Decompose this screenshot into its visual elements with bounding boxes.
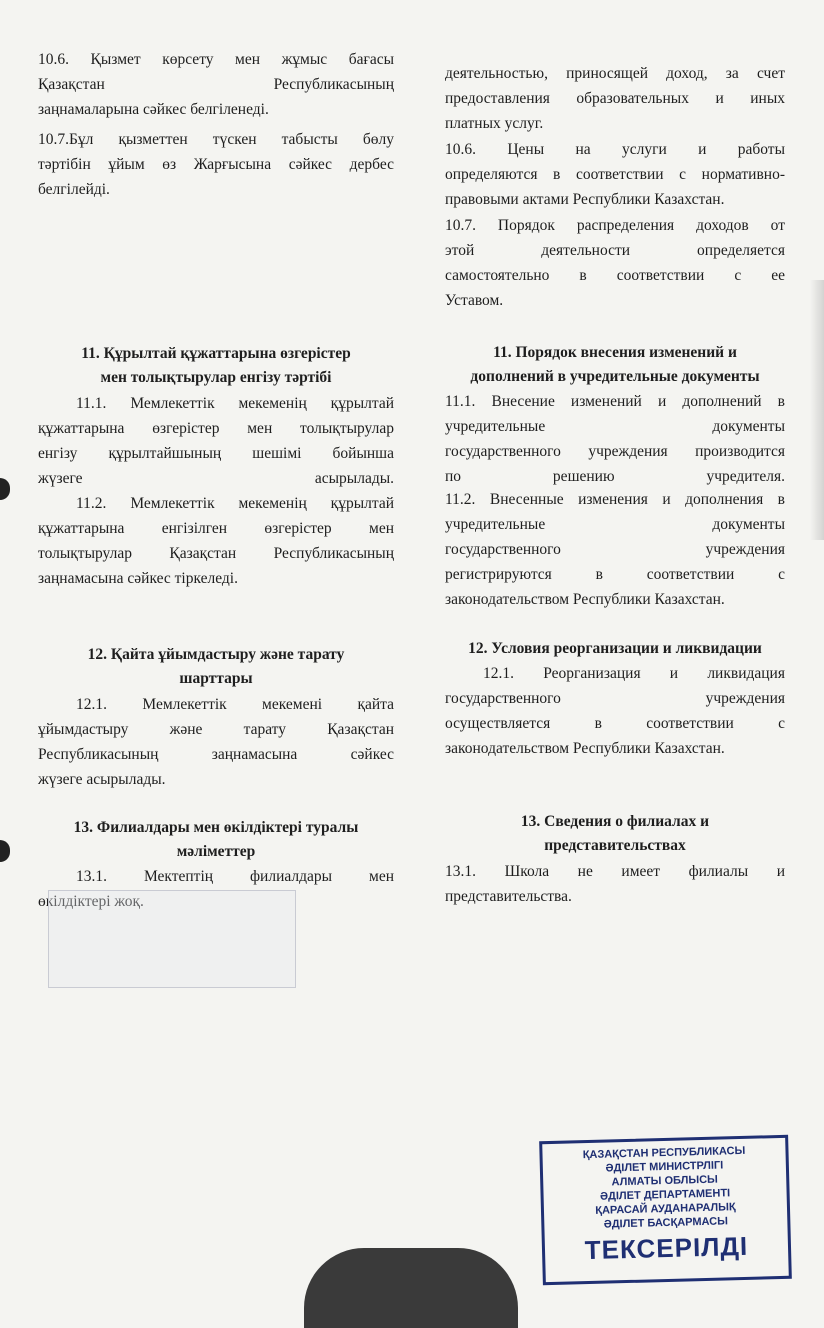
text-line: белгілейді. [38, 181, 110, 198]
text-line: ұйымдастыру және тарату Қазақстан [38, 721, 394, 738]
text-line: толықтырулар Қазақстан Республикасының [38, 545, 394, 562]
heading-line: 12. Қайта ұйымдастыру және тарату [87, 646, 345, 663]
heading-line: представительствах [544, 837, 686, 854]
text-line: государственного учреждения [445, 541, 785, 558]
text-line: 11.2. Внесенные изменения и дополнения в [445, 491, 785, 508]
ru-clause-10-5-continued [445, 61, 785, 136]
heading-line: мен толықтырулар енгізу тәртібі [100, 369, 332, 386]
text-line: законодательством Республики Казахстан. [445, 740, 725, 757]
stamp-line: ҚАЗАҚСТАН РЕСПУБЛИКАСЫ [582, 1144, 746, 1162]
binding-hole [0, 840, 10, 862]
stamp-verified-label: ТЕКСЕРІЛДІ [584, 1230, 749, 1266]
kk-section-11-title [38, 342, 394, 390]
text-line: предоставления образовательных и иных [445, 90, 785, 107]
text-line: тәртібін ұйым өз Жарғысына сәйкес дербес [38, 156, 394, 173]
stamp-line: ӘДІЛЕТ БАСҚАРМАСЫ [603, 1215, 729, 1231]
text-line: 11.1. Внесение изменений и дополнений в [445, 393, 785, 410]
text-line: 12.1. Мемлекеттік мекемені қайта [76, 696, 394, 713]
ru-section-11-title [445, 341, 785, 389]
text-line: государственного учреждения производится [445, 443, 785, 460]
text-line: 11.1. Мемлекеттік мекеменің құрылтай [76, 395, 394, 412]
kk-clause-10-7 [38, 127, 394, 202]
text-line: жүзеге асырылады. [38, 771, 166, 788]
kk-clause-10-6 [38, 47, 394, 122]
text-line: жүзеге асырылады. [38, 470, 394, 487]
text-line: 13.1. Школа не имеет филиалы и [445, 863, 785, 880]
text-line: учредительные документы [445, 418, 785, 435]
kk-clause-11-1 [38, 391, 394, 491]
text-line: деятельностью, приносящей доход, за счет [445, 65, 785, 82]
text-line: Қазақстан Республикасының [38, 76, 394, 93]
kk-clause-12-1 [38, 692, 394, 792]
heading-line: шарттары [179, 670, 253, 687]
binding-hole [0, 478, 10, 500]
text-line: регистрируются в соответствии с [445, 566, 785, 583]
text-line: заңнамаларына сәйкес белгіленеді. [38, 101, 269, 118]
text-line: по решению учредителя. [445, 468, 785, 485]
text-line: 11.2. Мемлекеттік мекеменің құрылтай [76, 495, 394, 512]
ru-clause-11-1 [445, 389, 785, 489]
text-line: Уставом. [445, 292, 504, 309]
text-line: 10.7. Порядок распределения доходов от [445, 217, 785, 234]
heading-line: 13. Филиалдары мен өкілдіктері туралы [73, 819, 359, 836]
text-line: 12.1. Реорганизация и ликвидация [483, 665, 785, 682]
ru-clause-12-1 [445, 661, 785, 761]
ru-clause-11-2 [445, 487, 785, 612]
stamp-line: ӘДІЛЕТ МИНИСТРЛІГІ [605, 1159, 724, 1175]
kk-section-12-title [38, 643, 394, 691]
heading-line: дополнений в учредительные документы [470, 368, 760, 385]
text-line: заңнамасына сәйкес тіркеледі. [38, 570, 238, 587]
kk-section-13-title [38, 816, 394, 864]
text-line: осуществляется в соответствии с [445, 715, 785, 732]
text-line: 10.6. Цены на услуги и работы [445, 141, 785, 158]
kk-clause-11-2 [38, 491, 394, 591]
text-line: представительства. [445, 888, 572, 905]
heading-line: мәліметтер [176, 843, 256, 860]
stamp-line: ӘДІЛЕТ ДЕПАРТАМЕНТІ [599, 1187, 731, 1203]
heading-line: 12. Условия реорганизации и ликвидации [468, 640, 762, 657]
text-line: өкілдіктері жоқ. [38, 893, 144, 910]
ru-section-12-title [445, 637, 785, 661]
verification-stamp [539, 1135, 792, 1285]
text-line: самостоятельно в соответствии с ее [445, 267, 785, 284]
text-line: құжаттарына енгізілген өзгерістер мен [38, 520, 394, 537]
stamp-line: ҚАРАСАЙ АУДАНАРАЛЫҚ [595, 1201, 736, 1217]
text-line: законодательством Республики Казахстан. [445, 591, 725, 608]
text-line: государственного учреждения [445, 690, 785, 707]
bottom-overlay-shape [304, 1248, 518, 1328]
text-line: платных услуг. [445, 115, 544, 132]
heading-line: 11. Порядок внесения изменений и [493, 344, 737, 361]
heading-line: 13. Сведения о филиалах и [520, 813, 710, 830]
ru-clause-13-1 [445, 859, 785, 909]
ru-clause-10-7 [445, 213, 785, 313]
ru-section-13-title [445, 810, 785, 858]
text-line: определяются в соответствии с нормативно- [445, 166, 785, 183]
heading-line: 11. Құрылтай құжаттарына өзгерістер [81, 345, 351, 362]
text-line: құжаттарына өзгерістер мен толықтырулар [38, 420, 394, 437]
ru-clause-10-6 [445, 137, 785, 212]
text-line: этой деятельности определяется [445, 242, 785, 259]
text-line: енгізу құрылтайшының шешімі бойынша [38, 445, 394, 462]
text-line: 13.1. Мектептің филиалдары мен [76, 868, 394, 885]
page-edge-shadow [810, 280, 824, 540]
text-line: Республикасының заңнамасына сәйкес [38, 746, 394, 763]
stamp-line: АЛМАТЫ ОБЛЫСЫ [611, 1173, 719, 1189]
faint-stamp-imprint [48, 890, 296, 988]
text-line: 10.6. Қызмет көрсету мен жұмыс бағасы [38, 51, 394, 68]
text-line: 10.7.Бұл қызметтен түскен табысты бөлу [38, 131, 394, 148]
text-line: правовыми актами Республики Казахстан. [445, 191, 725, 208]
text-line: учредительные документы [445, 516, 785, 533]
